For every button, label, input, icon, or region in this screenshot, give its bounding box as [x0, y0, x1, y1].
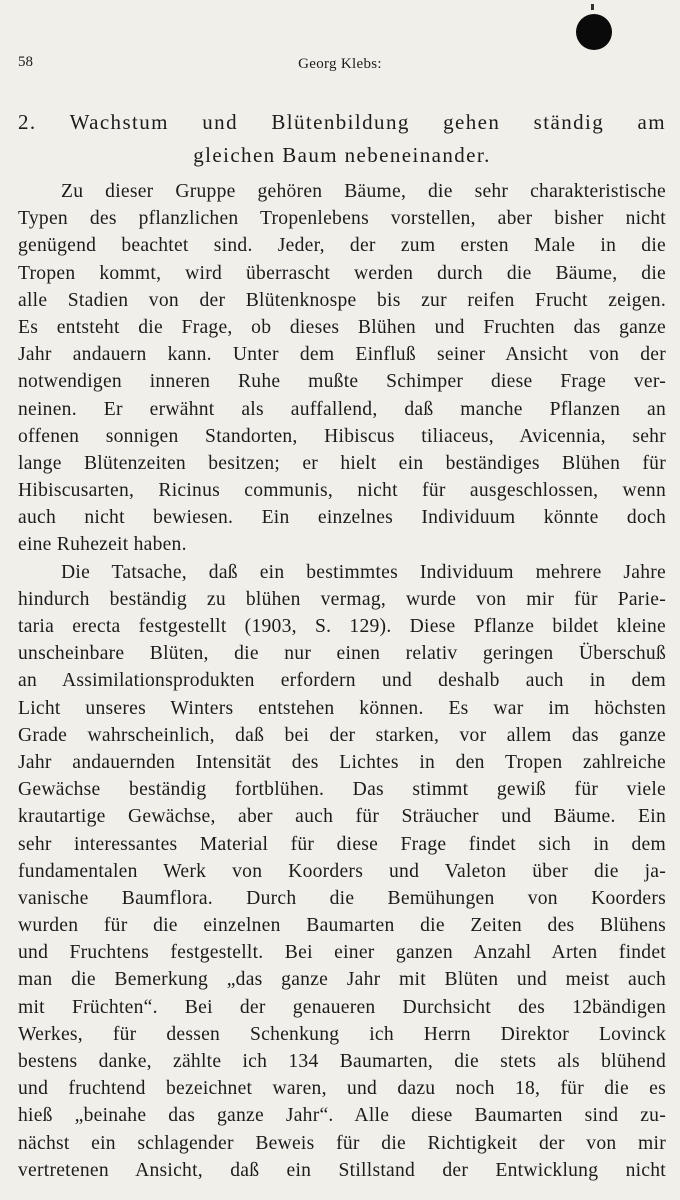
text-line: alle Stadien von der Blütenknospe bis zur reifen Frucht zeigen. — [18, 289, 666, 311]
running-title: Georg Klebs: — [298, 56, 382, 72]
text-line: unscheinbare Blüten, die nur einen relativ geringen Überschuß — [18, 643, 666, 665]
body-text — [18, 178, 666, 1184]
text-line: eine Ruhezeit haben. — [18, 534, 187, 556]
text-line: Es entsteht die Frage, ob dieses Blühen und Fruchten das ganze — [18, 316, 666, 338]
section-heading — [18, 106, 666, 172]
text-line: Jahr andauernden Intensität des Lichtes in den Tropen zahlreiche — [18, 751, 666, 773]
section-heading-line-2: gleichen Baum nebeneinander. — [193, 143, 491, 167]
text-line: notwendigen inneren Ruhe mußte Schimper diese Frage ver- — [18, 371, 666, 393]
text-line: man die Bemerkung „das ganze Jahr mit Blüten und meist auch — [18, 969, 666, 991]
section-heading-line-1: 2. Wachstum und Blütenbildung gehen ständig am — [18, 110, 666, 134]
text-line: taria erecta festgestellt (1903, S. 129). Diese Pflanze bildet kleine — [18, 616, 666, 637]
text-line: neinen. Er erwähnt als auffallend, daß manche Pflanzen an — [18, 398, 666, 420]
text-line: vanische Baumflora. Durch die Bemühungen von Koorders — [18, 887, 666, 909]
text-line: und Fruchtens festgestellt. Bei einer ganzen Anzahl Arten findet — [18, 942, 666, 964]
text-line: hieß „beinahe das ganze Jahr“. Alle diese Baumarten sind zu- — [18, 1105, 666, 1127]
text-line: an Assimilationsprodukten erfordern und deshalb auch in dem — [18, 670, 666, 692]
text-line: Zu dieser Gruppe gehören Bäume, die sehr charakteristische — [61, 181, 666, 202]
text-line: Gewächse beständig fortblühen. Das stimmt gewiß für viele — [18, 779, 666, 801]
text-line: Die Tatsache, daß ein bestimmtes Individuum mehrere Jahre — [61, 561, 666, 583]
text-line: offenen sonnigen Standorten, Hibiscus tiliaceus, Avicennia, sehr — [18, 425, 666, 447]
text-line: Typen des pflanzlichen Tropenlebens vorstellen, aber bisher nicht — [18, 208, 666, 230]
paragraph-2 — [18, 559, 666, 1184]
text-line: wurden für die einzelnen Baumarten die Zeiten des Blühens — [18, 915, 666, 937]
text-line: Tropen kommt, wird überrascht werden durch die Bäume, die — [18, 262, 666, 284]
text-line: Werkes, für dessen Schenkung ich Herrn Direktor Lovinck — [18, 1023, 666, 1045]
text-line: fundamentalen Werk von Koorders und Valeton über die ja- — [18, 860, 666, 882]
text-line: krautartige Gewächse, aber auch für Sträucher und Bäume. Ein — [18, 806, 666, 828]
text-line: nächst ein schlagender Beweis für die Richtigkeit der von mir — [18, 1132, 666, 1154]
page-number: 58 — [18, 54, 33, 70]
text-line: lange Blütenzeiten besitzen; er hielt ein beständiges Blühen für — [18, 452, 666, 474]
text-line: Hibiscusarten, Ricinus communis, nicht für ausgeschlossen, wenn — [18, 480, 666, 502]
text-line: Grade wahrscheinlich, daß bei der starken, vor allem das ganze — [18, 724, 666, 746]
text-line: hindurch beständig zu blühen vermag, wurde von mir für Parie- — [18, 588, 666, 610]
text-line: Licht unseres Winters entstehen können. Es war im höchsten — [18, 697, 666, 719]
text-line: Jahr andauern kann. Unter dem Einfluß seiner Ansicht von der — [18, 344, 666, 366]
text-line: vertretenen Ansicht, daß ein Stillstand der Entwicklung nicht — [18, 1159, 666, 1181]
text-line: und fruchtend bezeichnet waren, und dazu noch 18, für die es — [18, 1078, 666, 1100]
ink-speck — [591, 4, 594, 10]
text-line: auch nicht bewiesen. Ein einzelnes Individuum könnte doch — [18, 507, 666, 529]
text-line: mit Früchten“. Bei der genaueren Durchsicht des 12bändigen — [18, 996, 666, 1018]
text-line: genügend beachtet sind. Jeder, der zum ersten Male in die — [18, 235, 666, 257]
ink-blot — [576, 14, 612, 50]
text-line: sehr interessantes Material für diese Frage findet sich in dem — [18, 833, 666, 855]
paragraph-1 — [18, 178, 666, 559]
text-line: bestens danke, zählte ich 134 Baumarten, die stets als blühend — [18, 1051, 666, 1072]
